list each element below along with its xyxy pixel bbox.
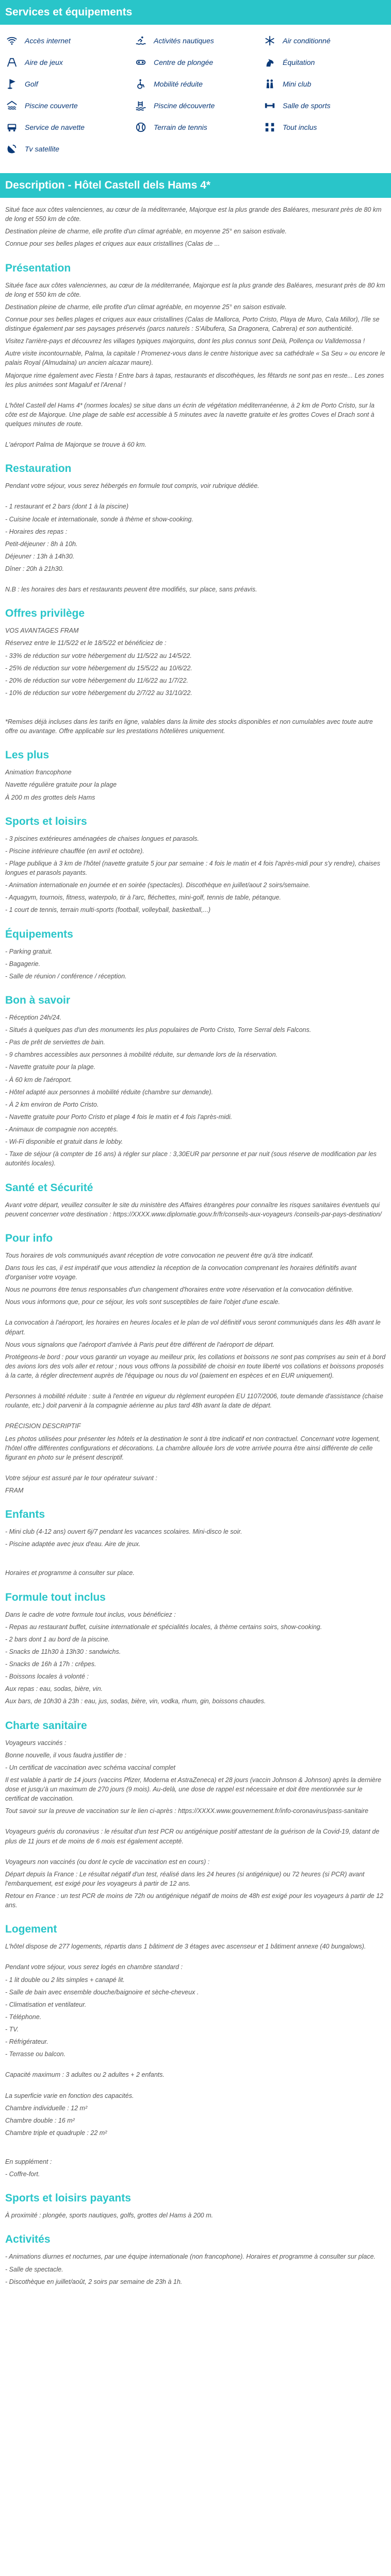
paragraph: - 1 lit double ou 2 lits simples + canapé lit. xyxy=(5,1976,125,1984)
snowflake-icon xyxy=(263,34,276,47)
paragraph: - Mini club (4-12 ans) ouvert 6j/7 pendant les vacances scolaires. Mini-disco le soir. xyxy=(5,1528,242,1536)
service-label: Mini club xyxy=(283,80,312,88)
paragraph: - Salle de bain avec ensemble douche/baignoire et sèche-cheveux . xyxy=(5,1988,199,1996)
service-item xyxy=(263,75,391,93)
paragraph: Destination pleine de charme, elle profite d'un climat agréable, en moyenne 25° en saison estivale. xyxy=(5,228,287,235)
horse-icon xyxy=(263,56,276,69)
golf-icon xyxy=(5,77,19,91)
spacer xyxy=(5,393,386,401)
paragraph: Chambre individuelle : 12 m² xyxy=(5,2104,88,2112)
paragraph: - 9 chambres accessibles aux personnes à mobilité réduite, sur demande lors de la réservation. xyxy=(5,1051,278,1059)
paragraph: Dans le cadre de votre formule tout inclus, vous bénéficiez : xyxy=(5,1611,176,1618)
paragraph: - Animaux de compagnie non acceptés. xyxy=(5,1126,119,1133)
paragraph: Chambre double : 16 m² xyxy=(5,2116,75,2124)
paragraph: - À 2 km environ de Porto Cristo. xyxy=(5,1100,99,1108)
paragraph: Nous ne pourrons être tenus responsables d'un changement d'horaires entre votre réservation et la convocation définitive. xyxy=(5,1286,354,1294)
spacer xyxy=(5,432,386,440)
paragraph: Pendant votre séjour, vous serez logés en chambre standard : xyxy=(5,1963,183,1971)
services-grid xyxy=(0,32,391,158)
service-label: Tv satellite xyxy=(25,145,59,153)
paragraph: - Bagagerie. xyxy=(5,960,41,968)
paragraph: - Terrasse ou balcon. xyxy=(5,2050,66,2058)
spacer xyxy=(5,2149,386,2157)
section-title: Restauration xyxy=(5,463,72,475)
service-label: Salle de sports xyxy=(283,101,331,110)
spacer xyxy=(5,709,386,717)
paragraph: - Horaires des repas : xyxy=(5,528,68,535)
paragraph: Tous horaires de vols communiqués avant réception de votre convocation ne peuvent être qu'à titre indicatif. xyxy=(5,1251,314,1259)
dumbbell-icon xyxy=(263,99,276,112)
service-label: Service de navette xyxy=(25,123,85,131)
paragraph: Capacité maximum : 3 adultes ou 2 adultes + 2 enfants. xyxy=(5,2071,165,2079)
paragraph: Nous vous signalons que l'aéroport d'arrivée à Paris peut être différent de l'aéroport de départ. xyxy=(5,1341,275,1348)
paragraph: Autre visite incontournable, Palma, la capitale ! Promenez-vous dans le centre historique avec sa cathédrale « Sa Seu » ou encore le palais Royal (Almudaina) un ancien alcazar maure). xyxy=(5,350,385,367)
service-item xyxy=(263,118,391,136)
paragraph: - 10% de réduction sur votre hébergement du 2/7/22 au 31/10/22. xyxy=(5,689,192,697)
all-inclusive-icon xyxy=(263,121,276,134)
service-label: Centre de plongée xyxy=(154,58,214,66)
paragraph: - Réfrigérateur. xyxy=(5,2038,48,2046)
paragraph: - Salle de spectacle. xyxy=(5,2265,63,2273)
spacer xyxy=(5,1560,386,1568)
paragraph: - Réception 24h/24. xyxy=(5,1013,62,1021)
spacer xyxy=(5,1954,386,1962)
playground-icon xyxy=(5,56,19,69)
paragraph: Visitez l'arrière-pays et découvrez les villages typiques majorquins, dont les plus connus sont Deià, Pollença ou Valldemossa ! xyxy=(5,337,365,345)
service-item xyxy=(5,32,134,49)
paragraph: Connue pour ses belles plages et criques aux eaux cristallines (Calas de ... xyxy=(5,240,220,248)
paragraph: La convocation à l'aéroport, les horaires en heures locales et le plan de vol définitif vous seront communiqués dans les 48h avant le départ. xyxy=(5,1319,381,1336)
spacer xyxy=(5,1849,386,1857)
paragraph: VOS AVANTAGES FRAM xyxy=(5,627,79,635)
paragraph: - Discothèque en juillet/août, 2 soirs par semaine de 23h à 1h. xyxy=(5,2278,183,2285)
service-item xyxy=(134,75,263,93)
service-item xyxy=(263,97,391,114)
paragraph: Dîner : 20h à 21h30. xyxy=(5,565,64,572)
paragraph: N.B : les horaires des bars et restaurants peuvent être modifiés, sur place, sans préavis. xyxy=(5,586,257,594)
spacer xyxy=(5,1413,386,1421)
service-item xyxy=(263,54,391,71)
intro xyxy=(5,205,386,249)
section-title: Sports et loisirs payants xyxy=(5,2192,131,2205)
paragraph: - Pas de prêt de serviettes de bain. xyxy=(5,1039,105,1046)
section-title: Charte sanitaire xyxy=(5,1719,87,1732)
wheelchair-icon xyxy=(134,77,148,91)
section-title: Santé et Sécurité xyxy=(5,1181,93,1194)
paragraph: - 3 piscines extérieures aménagées de chaises longues et parasols. xyxy=(5,835,199,842)
service-item xyxy=(5,54,134,71)
paragraph: - Snacks de 16h à 17h : crêpes. xyxy=(5,1660,96,1668)
paragraph: Retour en France : un test PCR de moins de 72h ou antigénique négatif de moins de 48h est exigé pour les voyageurs à partir de 12 ans. xyxy=(5,1892,384,1909)
indoor-pool-icon xyxy=(5,99,19,112)
service-item xyxy=(5,140,134,158)
service-label: Accès internet xyxy=(25,37,71,45)
paragraph: - TV. xyxy=(5,2026,19,2033)
paragraph: Aux repas : eau, sodas, bière, vin. xyxy=(5,1685,103,1693)
diving-icon xyxy=(134,56,148,69)
section-title: Formule tout inclus xyxy=(5,1591,106,1603)
paragraph: - Situés à quelques pas d'un des monuments les plus populaires de Porto Cristo, Torre Serral dels Falcons. xyxy=(5,1026,312,1033)
paragraph: - Repas au restaurant buffet, cuisine internationale et spécialités locales, à thème certains soirs, show-cooking. xyxy=(5,1623,322,1631)
service-label: Tout inclus xyxy=(283,123,317,131)
paragraph: L'hôtel Castell del Hams 4* (normes locales) se situe dans un écrin de végétation méditerranéenne, à 2 km de Porto Cristo, sur la côte est de Majorque. Une plage de sable est accessible à 5 minutes avec la navette gratuite et les grottes Coves el Drach sont à quelques minutes de route. xyxy=(5,401,374,428)
description-banner: Description - Hôtel Castell dels Hams 4* xyxy=(0,173,391,198)
spacer xyxy=(5,1465,386,1473)
paragraph: *Remises déjà incluses dans les tarifs en ligne, valables dans la limite des stocks disponibles et non cumulables avec toute autre offre ou avantage. Offre applicable sur les prestations hôtelières uniquement. xyxy=(5,718,373,735)
spacer xyxy=(5,2141,386,2149)
paragraph: Protégeons-le bord : pour vous garantir un voyage au meilleur prix, les collations et boissons ne sont pas comprises au sein et à bord des avions lors des vols aller et retour ; nous vous offrons la possibilité de choisir en toute liberté vos collations et boissons proposés à la carte, à régler directement auprès de l'équipage ou nous du vol (paiement en espèces et en EUR uniquement). xyxy=(5,1353,386,1379)
service-label: Piscine découverte xyxy=(154,101,215,110)
paragraph: Nous vous informons que, pour ce séjour, les vols sont susceptibles de faire l'objet d'une escale. xyxy=(5,1298,280,1306)
spacer xyxy=(5,1383,386,1392)
spacer xyxy=(5,494,386,502)
paragraph: L'aéroport Palma de Majorque se trouve à 60 km. xyxy=(5,441,147,449)
description-content xyxy=(0,205,391,2286)
paragraph: Animation francophone xyxy=(5,769,72,776)
paragraph: - Piscine adaptée avec jeux d'eau. Aire de jeux. xyxy=(5,1540,141,1548)
paragraph: Situé face aux côtes valenciennes, au cœur de la méditerranée, Majorque est la plus grande des Baléares, mesurant près de 80 km de long et 550 km de côte. xyxy=(5,206,382,223)
paragraph: - Piscine intérieure chauffée (en avril et octobre). xyxy=(5,847,144,855)
paragraph: L'hôtel dispose de 277 logements, répartis dans 1 bâtiment de 3 étages avec ascenseur et 1 bâtiment annexe (40 bungalows). xyxy=(5,1943,366,1951)
paragraph: - Parking gratuit. xyxy=(5,947,53,955)
spacer xyxy=(5,1310,386,1318)
paragraph: Déjeuner : 13h à 14h30. xyxy=(5,552,75,560)
spacer xyxy=(5,2083,386,2091)
paragraph: Horaires et programme à consulter sur place. xyxy=(5,1569,135,1577)
section-title: Bon à savoir xyxy=(5,994,71,1006)
paragraph: Les photos utilisées pour présenter les hôtels et la destination le sont à titre indicatif et non contractuel. Concernant votre logement, l'hôtel offre différentes configurations et décorations. La chambre allouée lors de votre arrivée pourra être ainsi différente de celle figurant en photo sur le présent descriptif. xyxy=(5,1435,380,1461)
paragraph: En supplément : xyxy=(5,2158,52,2165)
pool-icon xyxy=(134,99,148,112)
paragraph: Connue pour ses belles plages et criques aux eaux cristallines (Calas de Mallorca, Porto Cristo, Playa de Muro, Cala Millor), l'île se distingue également par ses paysages préservés (parcs naturels : S'Albufera, Sa Dragonera, Cabrera) et son authenticité. xyxy=(5,315,380,332)
spacer xyxy=(5,701,386,709)
section-title: Logement xyxy=(5,1923,57,1936)
paragraph: - Un certificat de vaccination avec schéma vaccinal complet xyxy=(5,1764,176,1771)
paragraph: - 33% de réduction sur votre hébergement du 11/5/22 au 14/5/22. xyxy=(5,652,192,659)
service-item xyxy=(5,75,134,93)
paragraph: - Boissons locales à volonté : xyxy=(5,1673,89,1681)
paragraph: Dans tous les cas, il est impératif que vous attendiez la réception de la convocation comprenant les horaires définitifs avant d'organiser votre voyage. xyxy=(5,1264,356,1281)
paragraph: Avant votre départ, veuillez consulter le site du ministère des Affaires étrangères pour connaître les risques sanitaires éventuels qui peuvent concerner votre destination : https://XXXX.www.diplomatie.gouv.fr/fr/conseils-aux-voyageurs /conseils-par-pays-destination/ xyxy=(5,1201,382,1218)
paragraph: À proximité : plongée, sports nautiques, golfs, grottes del Hams à 200 m. xyxy=(5,2212,213,2219)
paragraph: Départ depuis la France : Le résultat négatif d'un test, réalisé dans les 24 heures (si antigénique) ou 72 heures (si PCR) avant l'embarquement, est exigé pour les voyageurs à partir de 12 ans. xyxy=(5,1870,365,1887)
paragraph: - Coffre-fort. xyxy=(5,2171,40,2178)
service-item xyxy=(5,118,134,136)
paragraph: - Animations diurnes et nocturnes, par une équipe internationale (non francophone). Horaires et programme à consulter sur place. xyxy=(5,2253,376,2261)
paragraph: Voyageurs guéris du coronavirus : le résultat d'un test PCR ou antigénique positif attestant de la guérison de la Covid-19, datant de plus de 11 jours et de moins de 6 mois est également accepté. xyxy=(5,1828,380,1845)
spacer xyxy=(5,1819,386,1827)
section-title: Les plus xyxy=(5,749,50,761)
spacer xyxy=(5,2062,386,2070)
service-label: Équitation xyxy=(283,58,315,66)
section-title: Équipements xyxy=(5,928,73,940)
paragraph: - Wi-Fi disponible et gratuit dans le lobby. xyxy=(5,1138,123,1146)
service-label: Golf xyxy=(25,80,38,88)
paragraph: Personnes à mobilité réduite : suite à l'entrée en vigueur du règlement européen EU 1107/2006, toute demande d'assistance (chaise roulante, etc.) doit parvenir à la compagnie aérienne au plus tard 48h avant la date de départ. xyxy=(5,1393,383,1410)
paragraph: - Snacks de 11h30 à 13h30 : sandwichs. xyxy=(5,1648,121,1655)
paragraph: - 20% de réduction sur votre hébergement du 11/6/22 au 1/7/22. xyxy=(5,676,188,684)
section-title: Pour info xyxy=(5,1232,53,1244)
paragraph: Destination pleine de charme, elle profite d'un climat agréable, en moyenne 25° en saison estivale. xyxy=(5,303,287,311)
section-title: Enfants xyxy=(5,1509,45,1521)
section-title: Offres privilège xyxy=(5,607,85,620)
surf-icon xyxy=(134,34,148,47)
paragraph: - Téléphone. xyxy=(5,2013,42,2021)
paragraph: Bonne nouvelle, il vous faudra justifier de : xyxy=(5,1751,126,1759)
service-label: Terrain de tennis xyxy=(154,123,207,131)
tennis-icon xyxy=(134,121,148,134)
paragraph: - Aquagym, tournois, fitness, waterpolo, tir à l'arc, fléchettes, mini-golf, tennis de table, pétanque. xyxy=(5,894,281,902)
paragraph: Située face aux côtes valenciennes, au cœur de la méditerranée, Majorque est la plus grande des Baléares, mesurant près de 80 km de long et 550 km de côte. xyxy=(5,281,385,298)
shuttle-icon xyxy=(5,121,19,134)
wifi-icon xyxy=(5,34,19,47)
paragraph: Il est valable à partir de 14 jours (vaccins Pfizer, Moderna et AstraZeneca) et 28 jours (vaccin Johnson & Johnson) après la dernière dose et jusqu'à un maximum de 270 jours (9 mois). Au-delà, une dose de rappel est nécessaire et doit être mentionnée sur le certificat de vaccination. xyxy=(5,1776,382,1803)
services-banner: Services et équipements xyxy=(0,0,391,25)
paragraph: - 25% de réduction sur votre hébergement du 15/5/22 au 10/6/22. xyxy=(5,664,192,672)
kids-icon xyxy=(263,77,276,91)
section-title: Activités xyxy=(5,2233,51,2246)
section-title: Présentation xyxy=(5,262,71,274)
paragraph: Voyageurs non vaccinés (ou dont le cycle de vaccination est en cours) : xyxy=(5,1858,210,1866)
spacer xyxy=(5,577,386,585)
paragraph: Majorque rime également avec Fiesta ! Entre bars à tapas, restaurants et discothèques, les fêtards ne sont pas en reste... Les zones les plus animées sont Magaluf et l'Arenal ! xyxy=(5,371,384,388)
paragraph: Voyageurs vaccinés : xyxy=(5,1739,67,1747)
service-label: Air conditionné xyxy=(283,37,331,45)
satellite-icon xyxy=(5,142,19,156)
paragraph: Tout savoir sur la preuve de vaccination sur le lien ci-après : https://XXXX.www.gouvernement.fr/info-coronavirus/pass-sanitaire xyxy=(5,1807,369,1815)
paragraph: Aux bars, de 10h30 à 23h : eau, jus, sodas, bière, vin, vodka, rhum, gin, boissons chaudes. xyxy=(5,1698,266,1705)
paragraph: - Climatisation et ventilateur. xyxy=(5,2001,87,2008)
spacer xyxy=(5,1552,386,1560)
paragraph: Pendant votre séjour, vous serez hébergés en formule tout compris, voir rubrique dédiée. xyxy=(5,482,259,490)
paragraph: - 1 restaurant et 2 bars (dont 1 à la piscine) xyxy=(5,503,129,511)
paragraph: Votre séjour est assuré par le tour opérateur suivant : xyxy=(5,1474,157,1482)
service-item xyxy=(263,32,391,49)
paragraph: Réservez entre le 11/5/22 et le 18/5/22 et bénéficiez de : xyxy=(5,639,167,647)
service-item xyxy=(5,97,134,114)
paragraph: À 200 m des grottes dels Hams xyxy=(5,793,95,801)
service-label: Activités nautiques xyxy=(154,37,214,45)
paragraph: - Cuisine locale et internationale, sonde à thème et show-cooking. xyxy=(5,515,193,523)
paragraph: PRÉCISION DESCRIPTIF xyxy=(5,1422,81,1430)
service-item xyxy=(134,118,263,136)
paragraph: - Hôtel adapté aux personnes à mobilité réduite (chambre sur demande). xyxy=(5,1088,213,1096)
section-title: Sports et loisirs xyxy=(5,815,87,827)
service-label: Mobilité réduite xyxy=(154,80,203,88)
service-item xyxy=(134,54,263,71)
paragraph: - Plage publique à 3 km de l'hôtel (navette gratuite 5 jour par semaine : 4 fois le matin et 4 fois l'après-midi pour s'y rendre), chaises longues et parasols payants. xyxy=(5,859,380,876)
paragraph: - Animation internationale en journée et en soirée (spectacles). Discothèque en juillet/aout 2 soirs/semaine. xyxy=(5,882,311,889)
paragraph: - Salle de réunion / conférence / réception. xyxy=(5,972,127,980)
paragraph: La superficie varie en fonction des capacités. xyxy=(5,2092,134,2099)
service-item xyxy=(134,32,263,49)
paragraph: - 2 bars dont 1 au bord de la piscine. xyxy=(5,1635,110,1643)
paragraph: FRAM xyxy=(5,1487,24,1494)
paragraph: - Taxe de séjour (à compter de 16 ans) à régler sur place : 3,30EUR par personne et par nuit (sous réserve de modification par les autorités locales). xyxy=(5,1150,377,1167)
paragraph: Petit-déjeuner : 8h à 10h. xyxy=(5,540,78,548)
service-label: Piscine couverte xyxy=(25,101,78,110)
paragraph: - À 60 km de l'aéroport. xyxy=(5,1076,72,1083)
paragraph: Navette régulière gratuite pour la plage xyxy=(5,781,117,789)
paragraph: - Navette gratuite pour Porto Cristo et plage 4 fois le matin et 4 fois l'après-midi. xyxy=(5,1113,233,1121)
paragraph: - Navette gratuite pour la plage. xyxy=(5,1063,96,1071)
service-item xyxy=(134,97,263,114)
paragraph: - 1 court de tennis, terrain multi-sports (football, volleyball, basketball,...) xyxy=(5,906,211,914)
paragraph: Chambre triple et quadruple : 22 m² xyxy=(5,2129,107,2137)
service-label: Aire de jeux xyxy=(25,58,63,66)
